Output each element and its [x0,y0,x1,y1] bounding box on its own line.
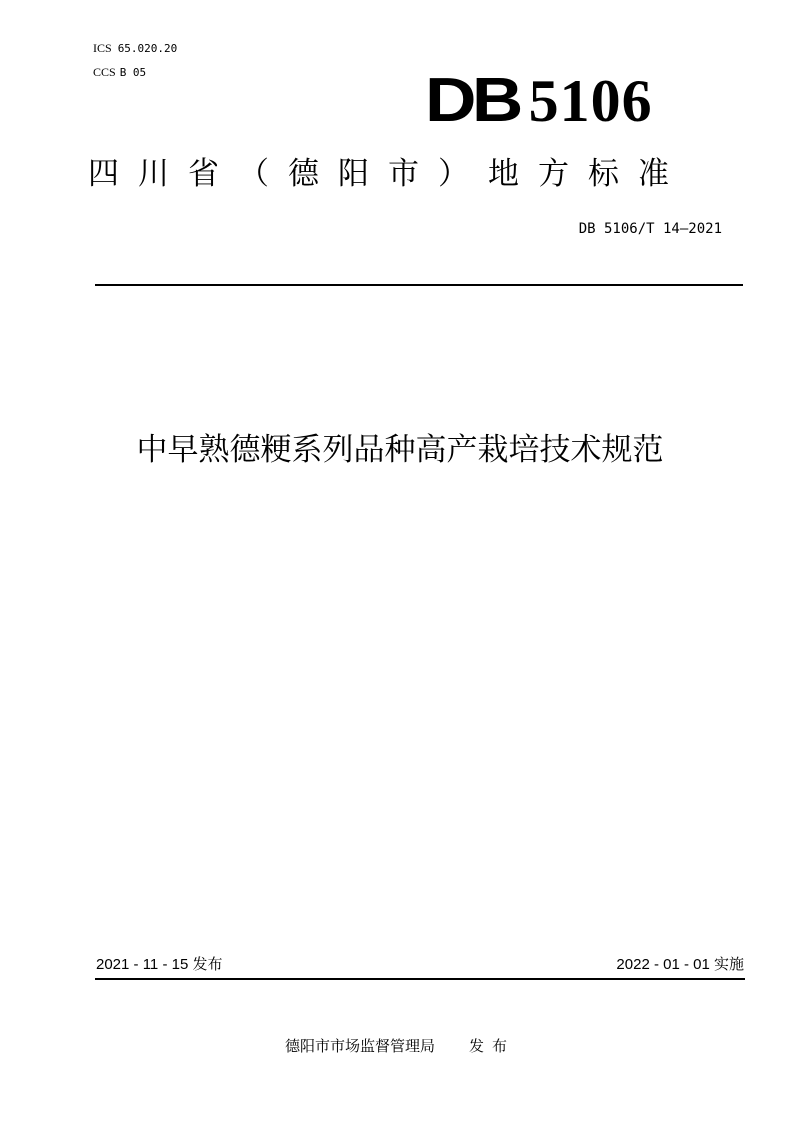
publisher-name: 德阳市市场监督管理局 [284,1037,435,1055]
publisher-line [0,1036,800,1056]
ccs-code: B 05 [119,66,147,79]
db-logo-number: 5106 [528,68,653,134]
ics-line [93,40,177,57]
ics-code: 65.020.20 [117,42,178,55]
db-logo-letters: DB [425,66,519,135]
issue-date: 2021 - 11 - 15 发布 [96,956,223,973]
db-standard-logo [425,68,653,134]
publish-action: 发布 [469,1037,516,1055]
standard-number: DB 5106/T 14—2021 [578,221,722,237]
bottom-divider [95,978,745,980]
ccs-line [93,64,146,81]
ics-label: ICS [93,41,112,55]
top-divider [95,284,743,286]
ccs-label: CCS [93,65,116,79]
implementation-date: 2022 - 01 - 01 实施 [616,956,744,973]
standard-type-heading: 四川省（德阳市）地方标准 [88,156,688,192]
document-title: 中早熟德粳系列品种高产栽培技术规范 [136,432,664,468]
